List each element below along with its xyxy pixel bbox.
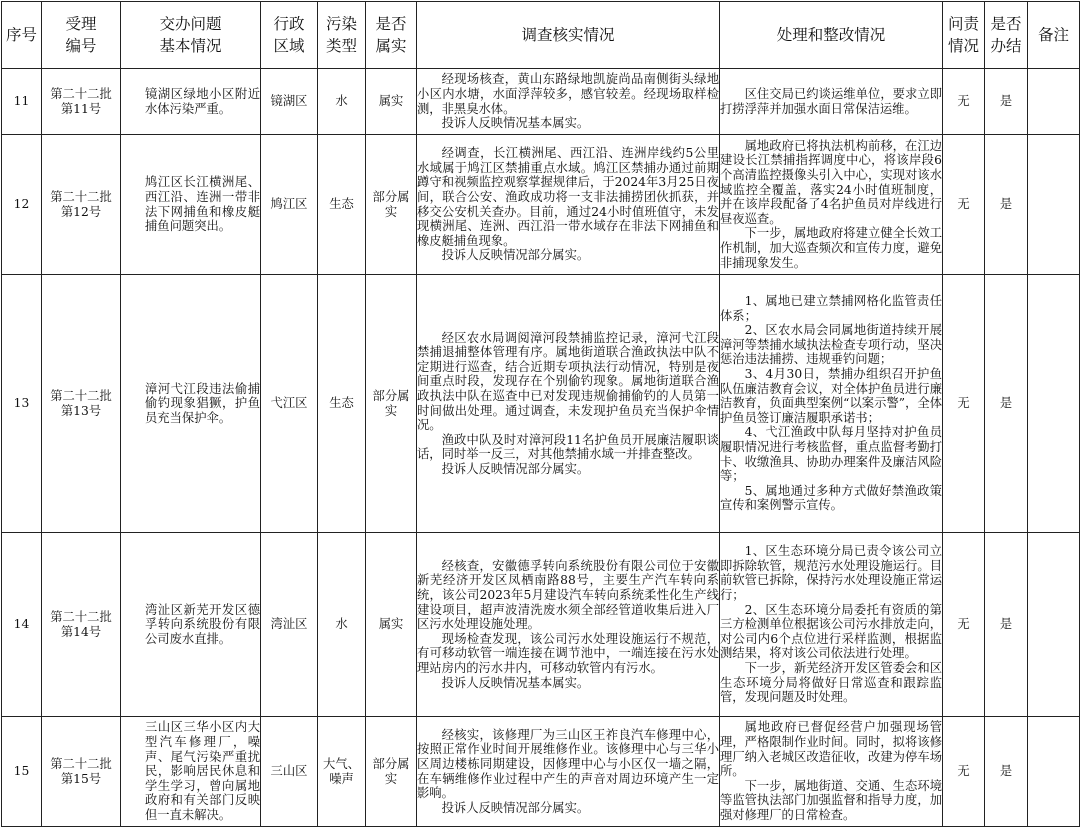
row-type: 水 [318, 533, 366, 717]
row-code: 第二十二批第14号 [42, 533, 121, 717]
table-row [2, 717, 1080, 827]
row-no: 12 [2, 135, 42, 275]
table-row [2, 275, 1080, 533]
row-problem: 湾沚区新芜开发区德孚转向系统股份有限公司废水直排。 [121, 533, 261, 717]
header-investigation: 调查核实情况 [417, 2, 720, 69]
row-verified: 属实 [366, 533, 417, 717]
row-note [1028, 533, 1080, 717]
header-note: 备注 [1028, 2, 1080, 69]
row-problem: 镜湖区绿地小区附近水体污染严重。 [121, 69, 261, 135]
table-row [2, 135, 1080, 275]
row-accountability: 无 [943, 275, 985, 533]
header-closed: 是否办结 [985, 2, 1028, 69]
header-verified: 是否属实 [366, 2, 417, 69]
header-accountability: 问责情况 [943, 2, 985, 69]
row-investigation: 经现场核查，黄山东路绿地凯旋尚品南侧街头绿地小区内水塘，水面浮萍较多，感官较差。经现场取样检测，非黑臭水体。 投诉人反映情况基本属实。 [417, 69, 720, 135]
header-code: 受理编号 [42, 2, 121, 69]
row-handling: 属地政府已督促经营户加强现场管理，严格限制作业时间。同时，拟将该修理厂纳入老城区改造征收，改建为停车场所。 下一步，属地街道、交通、生态环境等监管执法部门加强监督和指导力度，加强对修理厂的日常检查。 [720, 717, 943, 827]
row-accountability: 无 [943, 69, 985, 135]
row-handling: 1、属地已建立禁捕网格化监管责任体系； 2、区农水局会同属地街道持续开展漳河等禁捕水域执法检查专项行动，坚决惩治违法捕捞、违规垂钓问题； 3、4月30日，禁捕办组织召开护鱼队伍廉洁教育会议，对全体护鱼员进行廉洁教育，负面典型案例“以案示警”，全体护鱼员签订廉洁履职承诺书； 4、弋江渔政中队每月坚持对护鱼员履职情况进行考核监督，重点监督考勤打卡、收缴渔具、协助办理案件及廉洁风险等； 5、属地通过多种方式做好禁渔政策宣传和案例警示宣传。 [720, 275, 943, 533]
row-closed: 是 [985, 717, 1028, 827]
row-type: 大气、噪声 [318, 717, 366, 827]
row-accountability: 无 [943, 135, 985, 275]
row-note [1028, 69, 1080, 135]
header-handling: 处理和整改情况 [720, 2, 943, 69]
row-handling: 区住交局已约谈运维单位，要求立即打捞浮萍并加强水面日常保洁运维。 [720, 69, 943, 135]
row-district: 弋江区 [261, 275, 318, 533]
table-row [2, 533, 1080, 717]
row-accountability: 无 [943, 717, 985, 827]
row-no: 11 [2, 69, 42, 135]
row-closed: 是 [985, 135, 1028, 275]
row-code: 第二十二批第13号 [42, 275, 121, 533]
row-handling: 属地政府已将执法机构前移，在江边建设长江禁捕指挥调度中心，将该岸段6个高清监控摄像头引入中心，实现对该水域监控全覆盖，落实24小时值班制度，并在该岸段配备了4名护鱼员对岸线进行昼夜巡查。 下一步，属地政府将建立健全长效工作机制，加大巡查频次和宣传力度，避免非捕现象发生。 [720, 135, 943, 275]
row-problem: 三山区三华小区内大型汽车修理厂，噪声、尾气污染严重扰民，影响居民休息和学生学习，曾向属地政府和有关部门反映但一直未解决。 [121, 717, 261, 827]
header-no: 序号 [2, 2, 42, 69]
row-note [1028, 275, 1080, 533]
row-note [1028, 717, 1080, 827]
row-type: 生态 [318, 275, 366, 533]
row-code: 第二十二批第15号 [42, 717, 121, 827]
header-district: 行政区域 [261, 2, 318, 69]
row-type: 生态 [318, 135, 366, 275]
row-accountability: 无 [943, 533, 985, 717]
row-no: 14 [2, 533, 42, 717]
table-row [2, 69, 1080, 135]
row-district: 三山区 [261, 717, 318, 827]
row-district: 镜湖区 [261, 69, 318, 135]
row-code: 第二十二批第11号 [42, 69, 121, 135]
header-problem: 交办问题基本情况 [121, 2, 261, 69]
row-problem: 漳河弋江段违法偷捕偷钓现象猖獗，护鱼员充当保护伞。 [121, 275, 261, 533]
row-handling: 1、区生态环境分局已责令该公司立即拆除软管，规范污水处理设施运行。目前软管已拆除，保持污水处理设施正常运行； 2、区生态环境分局委托有资质的第三方检测单位根据该公司污水排放走向，对公司内6个点位进行采样监测，根据监测结果，将对该公司依法进行处理。 下一步，新芜经济开发区管委会和区生态环境分局将做好日常巡查和跟踪监管，发现问题及时处理。 [720, 533, 943, 717]
supervision-table [1, 1, 1080, 827]
row-no: 13 [2, 275, 42, 533]
row-closed: 是 [985, 533, 1028, 717]
row-district: 鸠江区 [261, 135, 318, 275]
row-investigation: 经区农水局调阅漳河段禁捕监控记录，漳河弋江段禁捕退捕整体管理有序。属地街道联合渔政执法中队不定期进行巡查，结合近期专项执法行动情况，特别是夜间重点时段，发现存在个别偷钓现象。属地街道联合渔政执法中队在巡查中已对发现违规偷捕偷钓的人员第一时间做出处理。通过调查，未发现护鱼员充当保护伞情况。 渔政中队及时对漳河段11名护鱼员开展廉洁履职谈话，同时举一反三，对其他禁捕水域一并排查整改。 投诉人反映情况部分属实。 [417, 275, 720, 533]
row-problem: 鸠江区长江横洲尾、西江沿、连洲一带非法下网捕鱼和橡皮艇捕鱼问题突出。 [121, 135, 261, 275]
row-verified: 部分属实 [366, 717, 417, 827]
row-district: 湾沚区 [261, 533, 318, 717]
row-closed: 是 [985, 275, 1028, 533]
header-type: 污染类型 [318, 2, 366, 69]
row-investigation: 经核实，该修理厂为三山区王祚良汽车修理中心，按照正常作业时间开展维修作业。该修理中心与三华小区周边楼栋同期建设，因修理中心与小区仅一墙之隔，在车辆维修作业过程中产生的声音对周边环境产生一定影响。 投诉人反映情况部分属实。 [417, 717, 720, 827]
row-verified: 部分属实 [366, 135, 417, 275]
row-note [1028, 135, 1080, 275]
row-code: 第二十二批第12号 [42, 135, 121, 275]
row-investigation: 经核查，安徽德孚转向系统股份有限公司位于安徽新芜经济开发区凤栖南路88号，主要生产汽车转向系统，该公司2023年5月建设汽车转向系统柔性化生产线建设项目，超声波清洗废水须全部经管道收集后进入厂区污水处理设施处理。 现场检查发现，该公司污水处理设施运行不规范，有可移动软管一端连接在调节池中，一端连接在污水处理站房内的污水井内，可移动软管内有污水。 投诉人反映情况基本属实。 [417, 533, 720, 717]
row-no: 15 [2, 717, 42, 827]
row-verified: 部分属实 [366, 275, 417, 533]
row-closed: 是 [985, 69, 1028, 135]
row-investigation: 经调查，长江横洲尾、西江沿、连洲岸线约5公里水域属于鸠江区禁捕重点水域。鸠江区禁捕办通过前期蹲守和视频监控观察掌握规律后，于2024年3月25日夜间，联合公安、渔政成功将一支非法捕捞团伙抓获，并移交公安机关查办。目前，通过24小时值班值守，未发现横洲尾、连洲、西江沿一带水域存在非法下网捕鱼和橡皮艇捕鱼现象。 投诉人反映情况部分属实。 [417, 135, 720, 275]
row-type: 水 [318, 69, 366, 135]
row-verified: 属实 [366, 69, 417, 135]
header-row [2, 2, 1080, 69]
